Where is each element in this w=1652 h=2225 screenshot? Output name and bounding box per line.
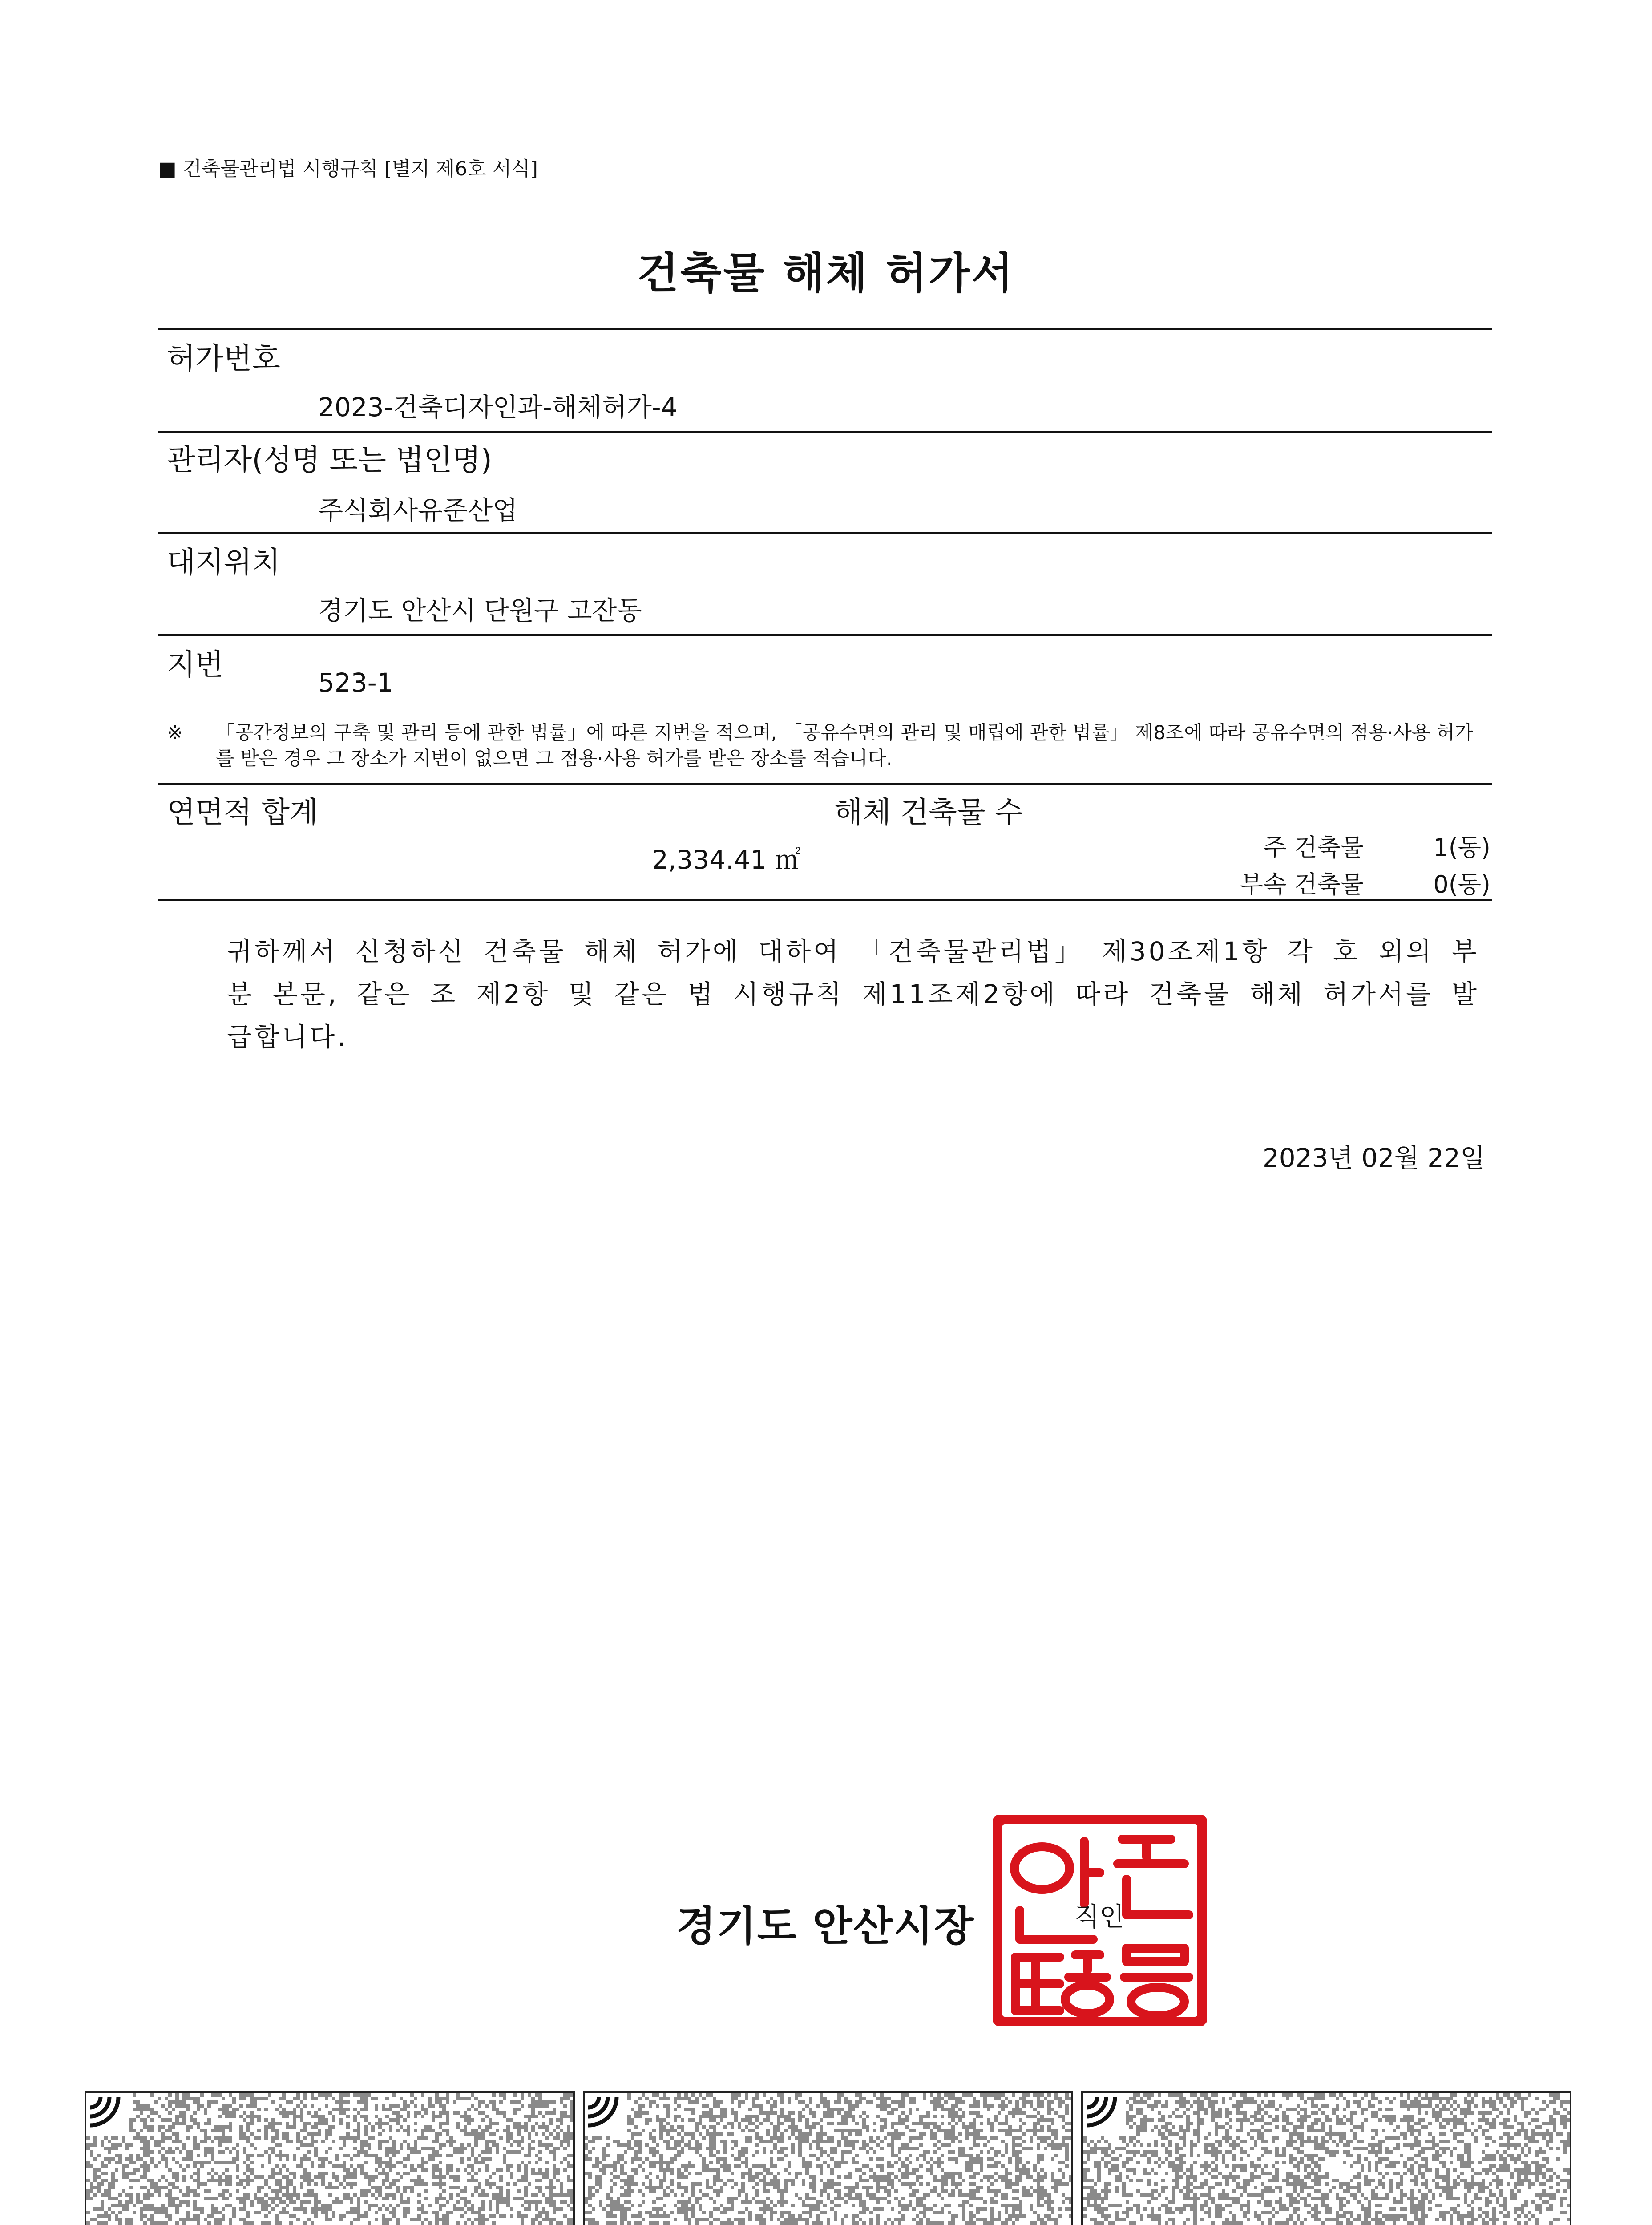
issue-date: 2023년 02월 22일	[1262, 1143, 1485, 1173]
barcode-panel-1	[85, 2092, 575, 2225]
lot-note	[167, 720, 1484, 772]
lot-number-value: 523-1	[318, 668, 393, 698]
note-mark: ※	[167, 722, 183, 744]
total-area-value: 2,334.41 ㎡	[652, 845, 801, 875]
manager-value: 주식회사유준산업	[318, 495, 518, 526]
lot-number-label: 지번	[167, 647, 224, 682]
permit-number-value: 2023-건축디자인과-해체허가-4	[318, 392, 678, 422]
barcode-mark-icon	[585, 2093, 625, 2133]
location-value: 경기도 안산시 단원구 고잔동	[318, 595, 642, 626]
divider	[158, 328, 1492, 330]
sub-building-value: 0(동)	[1433, 870, 1490, 898]
issuer-name: 경기도 안산시장	[676, 1902, 975, 1950]
seal-label: 직인	[1074, 1901, 1125, 1932]
divider	[158, 431, 1492, 433]
divider	[158, 532, 1492, 534]
document-title: 건축물 해체 허가서	[637, 248, 1015, 298]
form-number: ■ 건축물관리법 시행규칙 [별지 제6호 서식]	[158, 158, 538, 180]
barcode-panel-3	[1081, 2092, 1571, 2225]
building-count-label: 해체 건축물 수	[834, 795, 1023, 829]
divider	[158, 783, 1492, 785]
divider	[158, 634, 1492, 636]
divider	[158, 899, 1492, 901]
barcode-mark-icon	[86, 2093, 126, 2133]
main-building-value: 1(동)	[1433, 833, 1490, 862]
sub-building-label: 부속 건축물	[1240, 870, 1364, 898]
permit-statement: 귀하께서 신청하신 건축물 해체 허가에 대하여 「건축물관리법」 제30조제1항 각 호 외의 부분 본문, 같은 조 제2항 및 같은 법 시행규칙 제11조제2항에 따라 건축물 해체 허가서를 발급합니다.	[227, 936, 1479, 1052]
total-area-label: 연면적 합계	[167, 795, 318, 829]
location-label: 대지위치	[167, 545, 281, 579]
permit-number-label: 허가번호	[167, 341, 281, 376]
manager-label: 관리자(성명 또는 법인명)	[167, 443, 493, 477]
barcode-panel-2	[583, 2092, 1073, 2225]
barcode-mark-icon	[1083, 2093, 1123, 2133]
note-text: 「공간정보의 구축 및 관리 등에 관한 법률」에 따른 지번을 적으며, 「공유수면의 관리 및 매립에 관한 법률」 제8조에 따라 공유수면의 점용·사용 허가를 받은 경우 그 장소가 지번이 없으면 그 점용·사용 허가를 받은 장소를 적습니다.	[216, 722, 1474, 770]
main-building-label: 주 건축물	[1263, 833, 1364, 862]
